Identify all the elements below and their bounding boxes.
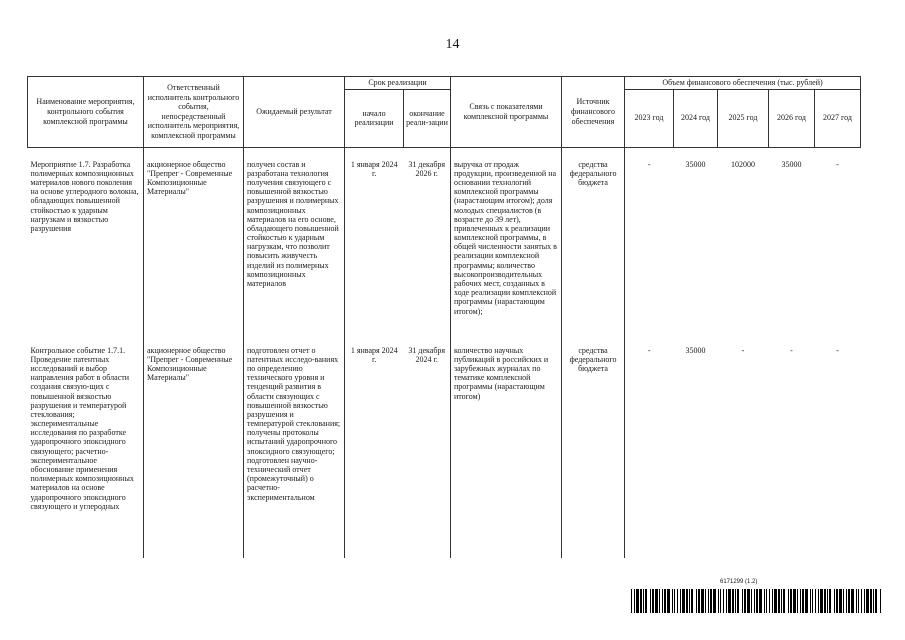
cell-value-2024: 35000 [685, 159, 706, 169]
cell-start: 1 января 2024 г. [350, 345, 398, 364]
cell-link: выручка от продаж продукции, произведенной на основании технологий комплексной программы (нарастающим итогом); доля молодых специалистов (в возрасте до 39 лет), привлеченных к реализации комплексной программы, в общей численности занятых в реализации комплексной программы; количество высокопроизводительных рабочих мест, созданных в ходе реализации комплексной программы (нарастающим итогом); [451, 147, 562, 346]
header-term-group: Срок реализации [345, 77, 451, 90]
barcode-icon [631, 589, 881, 613]
cell-name: Мероприятие 1.7. Разработка полимерных композиционных материалов нового поколения на основе углеродного волокна, обладающих повышенной стойкостью к ударным нагрузкам и вязкостью разрушения [28, 147, 144, 346]
header-start: начало реализации [345, 89, 404, 147]
header-link: Связь с показателями комплексной программы [451, 77, 562, 148]
cell-value-2026: - [790, 345, 793, 355]
cell-responsible: акционерное общество "Препрег - Современные Композиционные Материалы" [144, 346, 244, 558]
cell-value-2025: - [741, 345, 745, 355]
cell-result: подготовлен отчет о патентных исследо-ваниях по определению технического уровня и тенденций развития в области связующих с повышенной вязкостью разрушения и температурой стеклования; получены протоколы испытаний ударопрочного эпоксидного связующего; подготовлен научно-технический отчет (промежуточный) о расчетно-экспериментальном [244, 346, 345, 558]
cell-value-2023: - [647, 345, 651, 355]
table-row [28, 147, 861, 346]
header-year-2023: 2023 год [625, 89, 674, 147]
header-year-2026: 2026 год [769, 89, 815, 147]
header-name: Наименование мероприятия, контрольного события комплексной программы [28, 77, 144, 148]
cell-end: 31 декабря 2024 г. [404, 346, 451, 558]
header-year-2027: 2027 год [815, 89, 861, 147]
cell-value-2025: 102000 [731, 159, 755, 169]
cell-source: средства федерального бюджета [562, 147, 625, 346]
cell-end: 31 декабря 2026 г. [404, 147, 451, 346]
header-end: окончание реали-зации [404, 89, 451, 147]
cell-link: количество научных публикаций в российских и зарубежных журналах по тематике комплексной программы (нарастающим итогом) [451, 346, 562, 558]
header-source: Источник финансового обеспечения [562, 77, 625, 148]
header-result: Ожидаемый результат [244, 77, 345, 148]
cell-value-2024: 35000 [685, 345, 706, 355]
cell-value-2023: - [647, 159, 651, 169]
cell-start: 1 января 2024 г. [350, 159, 398, 178]
cell-value-2026: 35000 [781, 159, 802, 169]
cell-source: средства федерального бюджета [562, 346, 625, 558]
barcode-number: 6171299 (1.2) [720, 579, 758, 585]
cell-responsible: акционерное общество "Препрег - Современные Композиционные Материалы" [144, 147, 244, 346]
table-row [28, 346, 861, 558]
page-number: 14 [445, 37, 460, 52]
header-year-2024: 2024 год [674, 89, 718, 147]
cell-value-2027: - [836, 159, 839, 169]
header-funding-group: Объем финансового обеспечения (тыс. рублей) [625, 77, 861, 90]
program-table [27, 76, 861, 558]
cell-name: Контрольное событие 1.7.1. Проведение патентных исследований и выбор направления работ в области создания связую-щих с повышенной вязкостью разрушения и температурой стеклования; экспериментальные исследования по разработке ударопрочного эпоксидного связующего; расчетно-экспериментальное обоснование применения полимерных композиционных материалов на основе ударопрочного эпоксидного связующего и углеродных [28, 346, 144, 558]
header-responsible: Ответственный исполнитель контрольного события, непосредственный исполнитель мероприятия, комплексной программы [144, 77, 244, 148]
header-year-2025: 2025 год [718, 89, 769, 147]
cell-result: получен состав и разработана технология получения связующего с повышенной вязкостью разрушения и полимерных композиционных материалов на его основе, обладающего повышенной стойкостью к ударным нагрузкам, что позволит повысить живучесть изделий из полимерных композиционных материалов [244, 147, 345, 346]
cell-value-2027: - [836, 345, 839, 355]
